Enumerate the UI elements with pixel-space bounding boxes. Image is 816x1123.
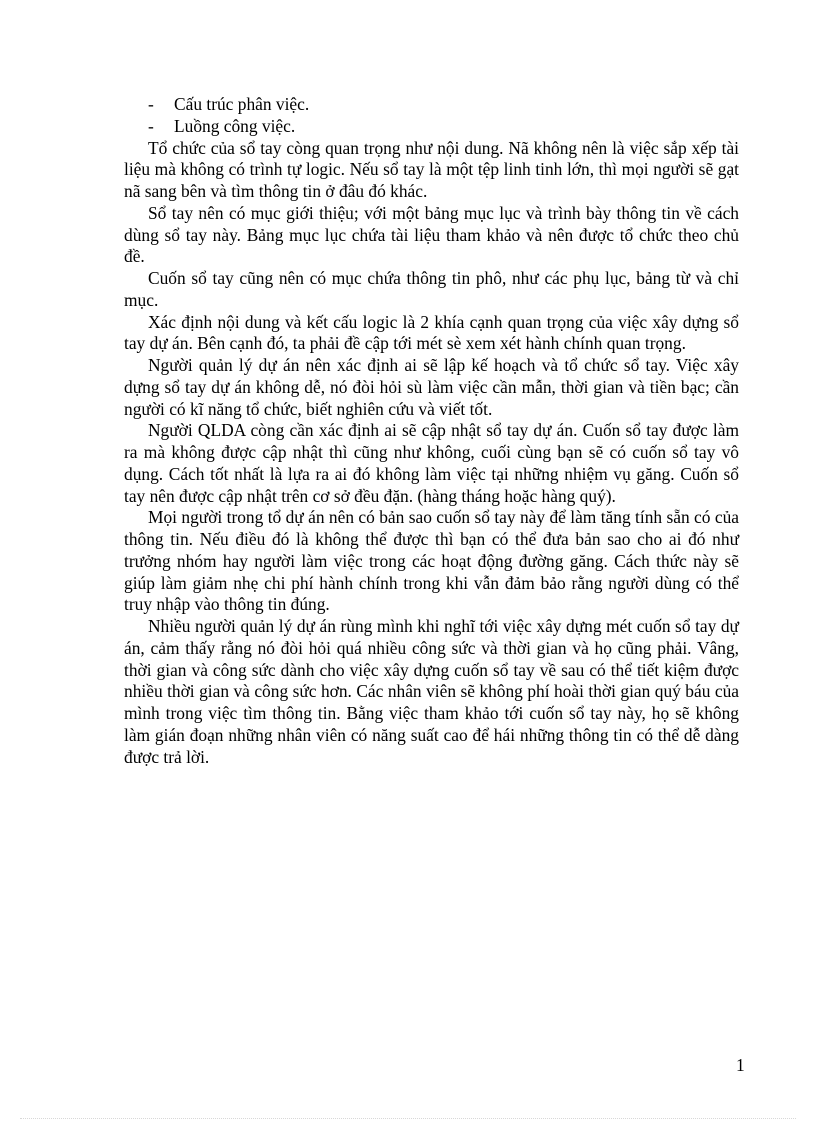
paragraph: Xác định nội dung và kết cấu logic là 2 khía cạnh quan trọng của việc xây dựng sổ tay dự án. Bên cạnh đó, ta phải đề cập tới mét sè xem xét hành chính quan trọng. bbox=[124, 311, 739, 354]
bullet-item bbox=[124, 116, 739, 138]
bullet-marker: - bbox=[148, 115, 154, 136]
bullet-item bbox=[124, 94, 739, 116]
paragraph: Sổ tay nên có mục giới thiệu; với một bảng mục lục và trình bày thông tin về cách dùng sổ tay này. Bảng mục lục chứa tài liệu tham khảo và nên được tổ chức theo chủ đề. bbox=[124, 202, 739, 267]
paragraph: Mọi người trong tổ dự án nên có bản sao cuốn sổ tay này để làm tăng tính sẵn có của thông tin. Nếu điều đó là không thể được thì bạn có thể đưa bản sao cho ai đó như trưởng nhóm hay người làm việc trong các hoạt động đường găng. Cách thức này sẽ giúp làm giảm nhẹ chi phí hành chính trong khi vẫn đảm bảo rằng người dùng có thể truy nhập vào thông tin đúng. bbox=[124, 507, 739, 615]
paragraph: Người quản lý dự án nên xác định ai sẽ lập kế hoạch và tổ chức sổ tay. Việc xây dựng sổ tay dự án không dễ, nó đòi hỏi sù làm việc cần mẫn, thời gian và tiền bạc; cần người có kĩ năng tổ chức, biết nghiên cứu và viết tốt. bbox=[124, 355, 739, 419]
page-body bbox=[124, 94, 739, 768]
page-bottom-divider bbox=[20, 1118, 796, 1119]
paragraph: Người QLDA còng cần xác định ai sẽ cập nhật sổ tay dự án. Cuốn sổ tay được làm ra mà không được cập nhật thì cũng như không, cuối cùng bạn sẽ có cuốn sổ tay vô dụng. Cách tốt nhất là lựa ra ai đó không làm việc tại những nhiệm vụ găng. Cuốn sổ tay nên được cập nhật trên cơ sở đều đặn. (hàng tháng hoặc hàng quý). bbox=[124, 420, 739, 506]
page-number: 1 bbox=[736, 1055, 745, 1075]
bullet-marker: - bbox=[148, 94, 154, 114]
paragraph: Tổ chức của sổ tay còng quan trọng như nội dung. Nã không nên là việc sắp xếp tài liệu mà không có trình tự logic. Nếu sổ tay là một tệp linh tinh lớn, thì mọi người sẽ gạt nã sang bên và tìm thông tin ở đâu đó khác. bbox=[124, 137, 739, 201]
paragraph: Nhiều người quản lý dự án rùng mình khi nghĩ tới việc xây dựng mét cuốn sổ tay dự án, cảm thấy rằng nó đòi hỏi quá nhiều công sức và thời gian và họ cũng phải. Vâng, thời gian và công sức dành cho việc xây dựng cuốn sổ tay về sau có thể tiết kiệm được nhiều thời gian và công sức hơn. Các nhân viên sẽ không phí hoài thời gian quý báu của mình trong việc tìm thông tin. Bằng việc tham khảo tới cuốn sổ tay này, họ sẽ không làm gián đoạn những nhân viên có năng suất cao để hái những thông tin có thể dễ dàng được trả lời. bbox=[124, 616, 739, 767]
bullet-text: Cấu trúc phân việc. bbox=[174, 94, 310, 114]
paragraph: Cuốn sổ tay cũng nên có mục chứa thông tin phô, như các phụ lục, bảng từ và chỉ mục. bbox=[124, 268, 739, 310]
bullet-text: Luồng công việc. bbox=[174, 115, 296, 136]
